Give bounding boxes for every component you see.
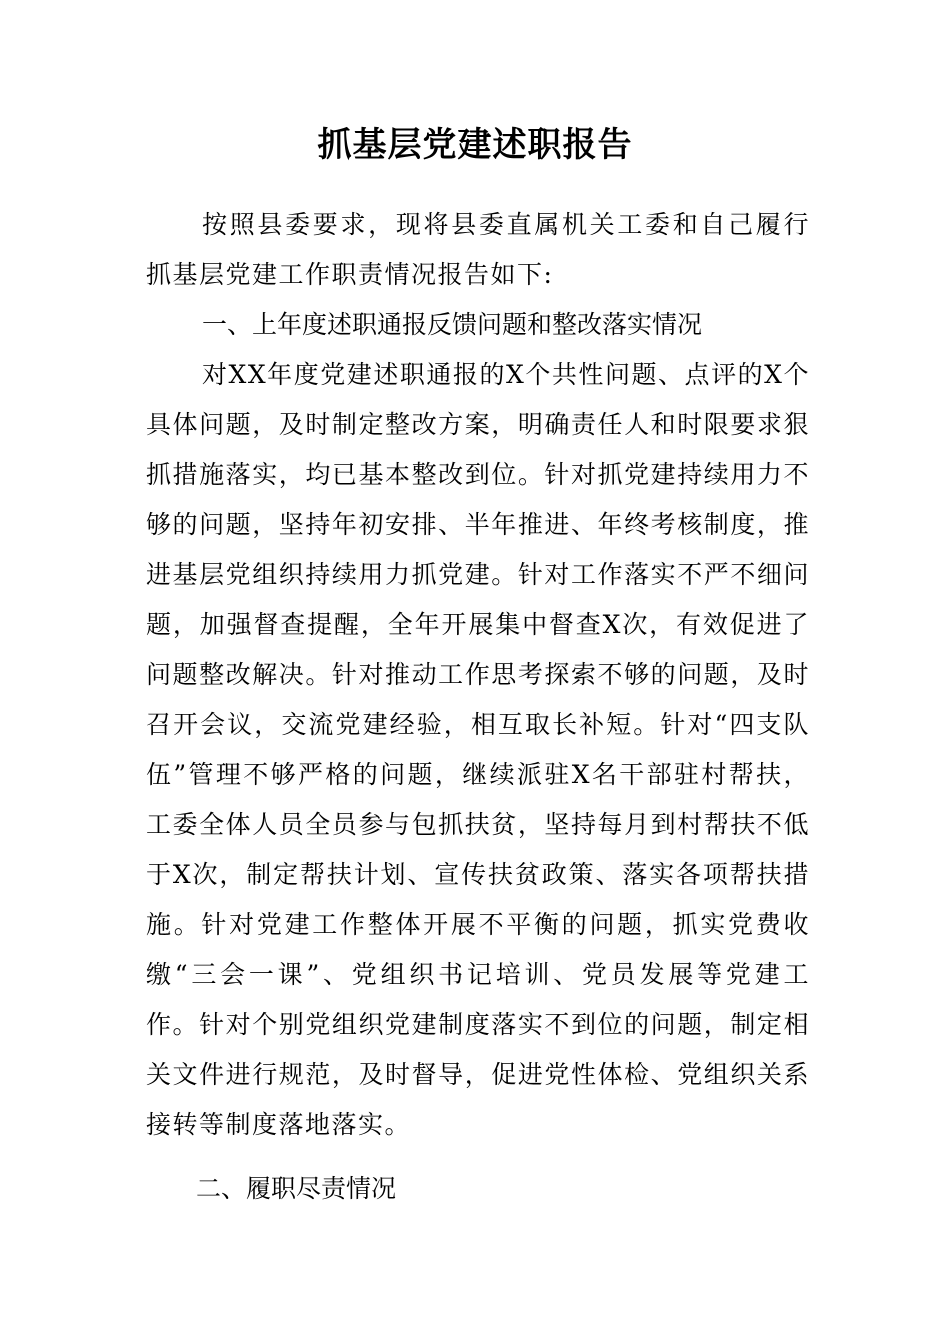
section-1-heading: 一、上年度述职通报反馈问题和整改落实情况	[202, 310, 703, 339]
document-title: 抓基层党建述职报告	[317, 125, 633, 165]
document-body	[146, 200, 810, 1214]
section-2-heading: 二、履职尽责情况	[196, 1174, 397, 1203]
intro-paragraph: 按照县委要求，现将县委直属机关工委和自己履行抓基层党建工作职责情况报告如下:	[146, 210, 810, 289]
section-1-paragraph: 对XX年度党建述职通报的X个共性问题、点评的X个具体问题，及时制定整改方案，明确责任人和时限要求狠抓措施落实，均已基本整改到位。针对抓党建持续用力不够的问题，坚持年初安排、半年推进、年终考核制度，推进基层党组织持续用力抓党建。针对工作落实不严不细问题，加强督查提醒，全年开展集中督查X次，有效促进了问题整改解决。针对推动工作思考探索不够的问题，及时召开会议，交流党建经验，相互取长补短。针对“四支队伍”管理不够严格的问题，继续派驻X名干部驻村帮扶，工委全体人员全员参与包抓扶贫，坚持每月到村帮扶不低于X次，制定帮扶计划、宣传扶贫政策、落实各项帮扶措施。针对党建工作整体开展不平衡的问题，抓实党费收缴“三会一课”、党组织书记培训、党员发展等党建工作。针对个别党组织党建制度落实不到位的问题，制定相关文件进行规范，及时督导，促进党性体检、党组织关系接转等制度落地落实。	[146, 360, 810, 1139]
